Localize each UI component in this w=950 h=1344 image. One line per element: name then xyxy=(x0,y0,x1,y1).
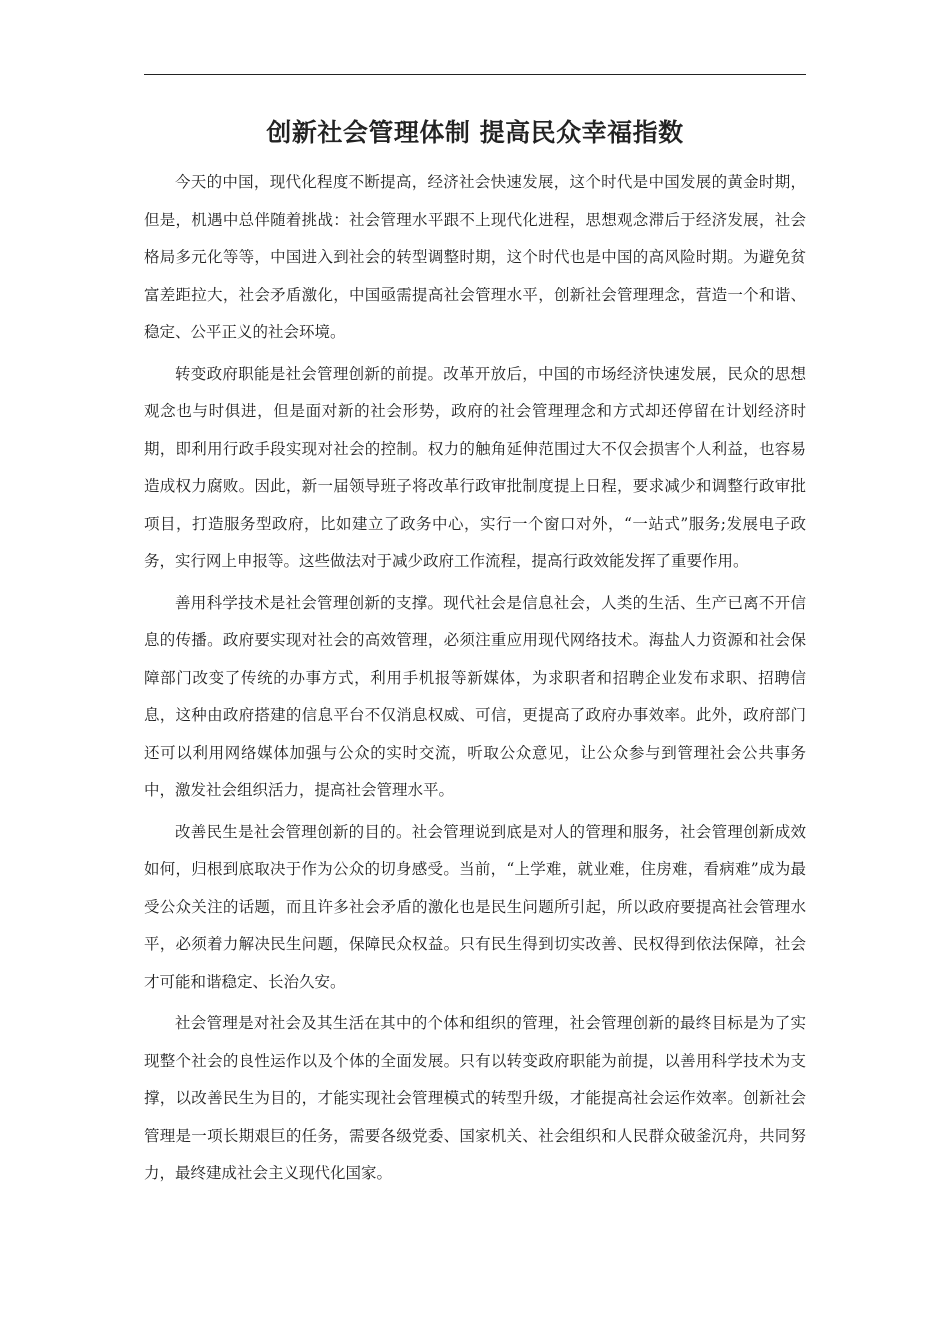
paragraph-livelihood: 改善民生是社会管理创新的目的。社会管理说到底是对人的管理和服务，社会管理创新成效如何，归根到底取决于作为公众的切身感受。当前，“上学难，就业难，住房难，看病难”成为最受公众关注的话题，而且许多社会矛盾的激化也是民生问题所引起，所以政府要提高社会管理水平，必须着力解决民生问题，保障民众权益。只有民生得到切实改善、民权得到依法保障，社会才可能和谐稳定、长治久安。 xyxy=(144,822,806,991)
paragraph-intro: 今天的中国，现代化程度不断提高，经济社会快速发展，这个时代是中国发展的黄金时期，但是，机遇中总伴随着挑战：社会管理水平跟不上现代化进程，思想观念滞后于经济发展，社会格局多元化等等，中国进入到社会的转型调整时期，这个时代也是中国的高风险时期。为避免贫富差距拉大，社会矛盾激化，中国亟需提高社会管理水平，创新社会管理理念，营造一个和谐、稳定、公平正义的社会环境。 xyxy=(144,173,806,341)
document-body xyxy=(144,164,806,1197)
document-title: 创新社会管理体制 提高民众幸福指数 xyxy=(266,118,684,147)
paragraph-conclusion: 社会管理是对社会及其生活在其中的个体和组织的管理，社会管理创新的最终目标是为了实现整个社会的良性运作以及个体的全面发展。只有以转变政府职能为前提，以善用科学技术为支撑，以改善民生为目的，才能实现社会管理模式的转型升级，才能提高社会运作效率。创新社会管理是一项长期艰巨的任务，需要各级党委、国家机关、社会组织和人民群众破釜沉舟，共同努力，最终建成社会主义现代化国家。 xyxy=(144,1014,806,1182)
paragraph-technology: 善用科学技术是社会管理创新的支撑。现代社会是信息社会，人类的生活、生产已离不开信息的传播。政府要实现对社会的高效管理，必须注重应用现代网络技术。海盐人力资源和社会保障部门改变了传统的办事方式，利用手机报等新媒体，为求职者和招聘企业发布求职、招聘信息，这种由政府搭建的信息平台不仅消息权威、可信，更提高了政府办事效率。此外，政府部门还可以利用网络媒体加强与公众的实时交流，听取公众意见，让公众参与到管理社会公共事务中，激发社会组织活力，提高社会管理水平。 xyxy=(144,593,806,799)
paragraph-government-functions: 转变政府职能是社会管理创新的前提。改革开放后，中国的市场经济快速发展，民众的思想观念也与时俱进，但是面对新的社会形势，政府的社会管理理念和方式却还停留在计划经济时期，即利用行政手段实现对社会的控制。权力的触角延伸范围过大不仅会损害个人利益，也容易造成权力腐败。因此，新一届领导班子将改革行政审批制度提上日程，要求减少和调整行政审批项目，打造服务型政府，比如建立了政务中心，实行一个窗口对外，“一站式”服务;发展电子政务，实行网上申报等。这些做法对于减少政府工作流程，提高行政效能发挥了重要作用。 xyxy=(144,364,806,570)
header-rule xyxy=(144,74,806,75)
